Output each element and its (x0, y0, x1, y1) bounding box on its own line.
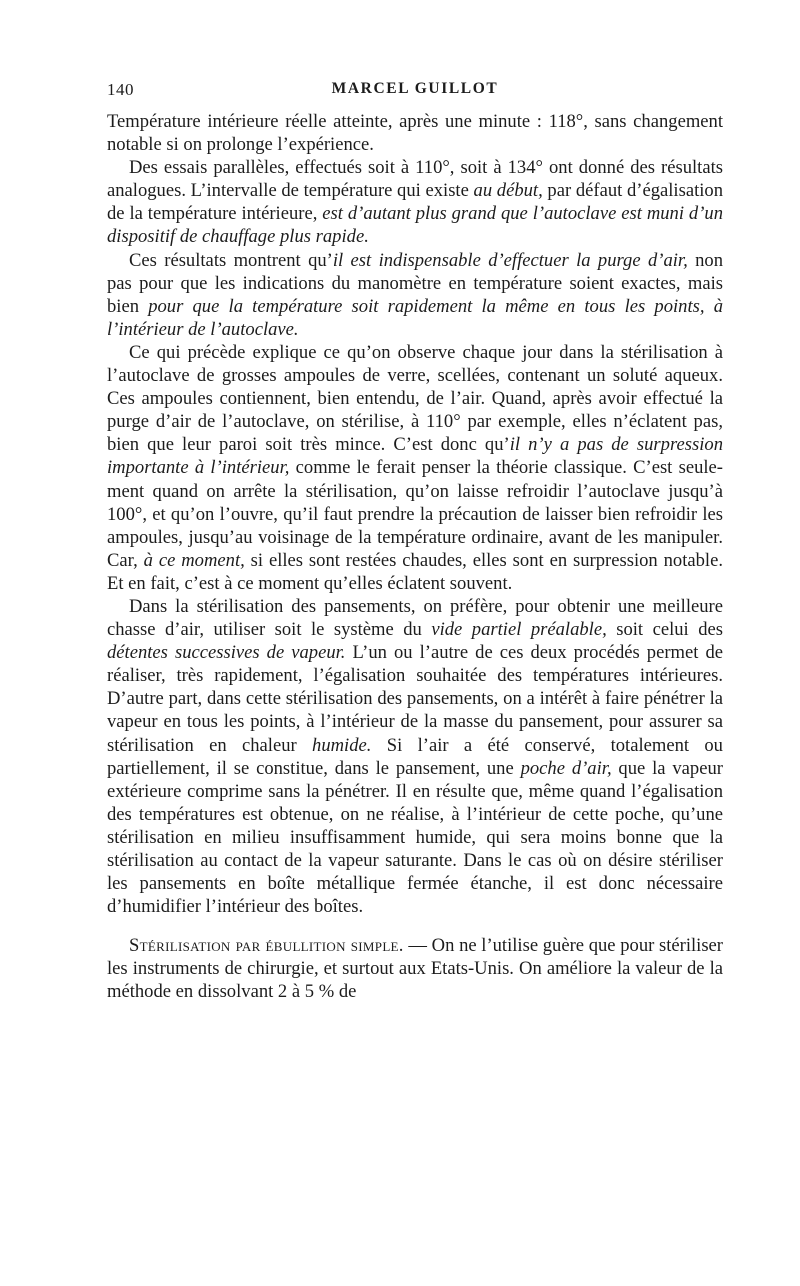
paragraph (107, 249, 723, 341)
paragraph-text: Si l’air a été conservé, totalement ou partiellement, il se constitue, dans le pansement, une (107, 734, 723, 779)
paragraph (107, 110, 723, 156)
page-number: 140 (107, 80, 134, 99)
emphasis-text: humide. (312, 734, 372, 756)
paragraph-text: par défaut d’égalisation de la température intérieure, (107, 180, 724, 225)
paragraph-text: que la vapeur extérieure comprime sans la pénétrer. Il en résulte que, même quand l’égalisation des températures est obtenue, on ne réalise, à l’intérieur de cette poche, qu’une stérilisation en milieu insuffisamment humide, qui sera moins bonne que la stérilisation au contact de la vapeur saturante. Dans le cas où on désire stériliser les pansements en boîte métallique fermée étanche, il est donc nécessaire d’humidifier l’intérieur des boîtes. (107, 757, 723, 918)
paragraph (107, 341, 723, 595)
paragraph-text: Température intérieure réelle atteinte, après une minute : 118°, sans changement notable si on prolonge l’expérience. (107, 111, 723, 156)
body-text (107, 110, 723, 1004)
header-title: MARCEL GUILLOT (331, 80, 499, 97)
paragraph (107, 595, 723, 918)
running-head (107, 80, 723, 110)
section-heading: Stérilisation par ébullition simple. (129, 935, 404, 957)
paragraph-text: non pas pour que les indications du manomètre en température soient exactes, mais bien (107, 249, 723, 317)
emphasis-text: détentes successives de vapeur. (107, 642, 346, 664)
paragraph-text: Des essais parallèles, effectués soit à 110°, soit à 134° ont donné des résultats analogues. L’intervalle de température qui existe (107, 157, 723, 202)
emphasis-text: est d’autant plus grand que l’autoclave est muni d’un dispositif de chauffage plus rapide. (107, 203, 723, 248)
emphasis-text: au début, (473, 180, 543, 202)
paragraph-text: soit celui des (606, 619, 723, 641)
paragraph-text: si elles sont restées chaudes, elles sont en surpression notable. Et en fait, c’est à ce moment qu’elles éclatent souvent. (107, 549, 723, 594)
paragraph-text: Ces résultats montrent qu’ (129, 249, 333, 271)
paragraph-text: — On ne l’utilise guère que pour stériliser les instruments de chirurgie, et surtout aux Etats-Unis. On améliore la valeur de la méthode en dissolvant 2 à 5 % de (107, 935, 723, 1003)
paragraph (107, 934, 723, 1003)
paragraph-text: L’un ou l’autre de ces deux procédés permet de réaliser, très rapidement, l’égalisation souhaitée des températures intérieures. D’autre part, dans cette stérilisation des pansements, on a intérêt à faire pénétrer la vapeur en tous les points, à l’intérieur de la masse du pansement, pour assurer sa stérilisation en chaleur (107, 642, 723, 756)
paragraph-text: Dans la stérilisation des pansements, on préfère, pour obtenir une meilleure chasse d’air, utiliser soit le système du (107, 595, 723, 641)
paragraph-text: comme le ferait penser la théorie classique. C’est seulement quand on arrête la stérilisation, qu’on laisse refroidir l’autoclave jusqu’à 100°, et qu’on l’ouvre, qu’il faut prendre la précaution de laisser bien refroidir les ampoules, jusqu’au voisinage de la température ordinaire, avant de les manipuler. Car, (107, 457, 723, 571)
emphasis-text: il n’y a pas de surpression importante à l’intérieur, (107, 434, 723, 479)
emphasis-text: vide partiel préalable, (431, 619, 607, 641)
book-page (107, 80, 723, 1004)
emphasis-text: poche d’air, (520, 757, 612, 779)
paragraph (107, 156, 723, 248)
emphasis-text: à ce moment, (143, 549, 245, 571)
emphasis-text: pour que la température soit rapidement la même en tous les points, à l’intérieur de l’autoclave. (107, 295, 723, 340)
emphasis-text: il est indispensable d’effectuer la purge d’air, (332, 249, 688, 271)
paragraph-text: Ce qui précède explique ce qu’on observe chaque jour dans la stérilisation à l’autoclave de grosses ampoules de verre, scellées, contenant un soluté aqueux. Ces ampoules contiennent, bien entendu, de l’air. Quand, après avoir effectué la purge d’air de l’autoclave, on stérilise, à 110° par exemple, elles n’éclatent pas, bien que leur paroi soit très mince. C’est donc qu’ (107, 341, 723, 456)
